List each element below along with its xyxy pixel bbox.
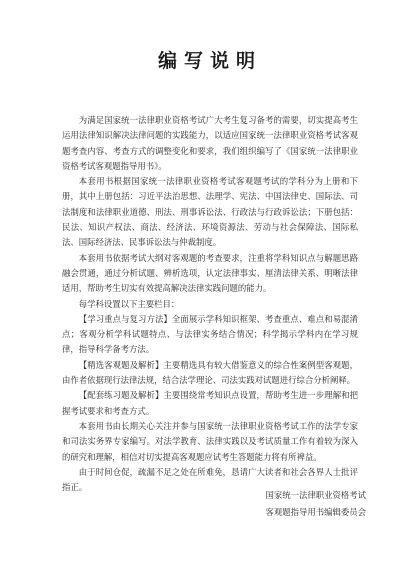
paragraph-sections-intro: 每学科设置以下主要栏目： xyxy=(78,298,180,309)
document-body xyxy=(62,113,358,495)
paragraph-section-practice: 【配套练习题及解析】主要围绕常考知识点设置，帮助考生进一步理解和把握考试要求和考查方式。 xyxy=(62,390,358,416)
paragraph-volumes: 本套用书根据国家统一法律职业资格考试客观题考试的学科分为上册和下册，其中上册包括：习近平法治思想、法理学、宪法、中国法律史、国际法、司法制度和法律职业道德、刑法、刑事诉讼法、行政法与行政诉讼法；下册包括：民法、知识产权法、商法、经济法、环境资源法、劳动与社会保障法、国际私法、国际经济法、民事诉讼法与仲裁制度。 xyxy=(62,176,358,248)
paragraph-authors: 本套用书由长期关心关注并参与国家统一法律职业资格考试工作的法学专家和司法实务界专家编写。对法学教育、法律实践以及考试质量工作有着较为深入的研究和理解，相信对切实提高客观题应试考生答题能力将有所裨益。 xyxy=(62,420,358,462)
paragraph-intro: 为满足国家统一法律职业资格考试广大考生复习备考的需要，切实提高考生运用法律知识解决法律问题的实践能力，以适应国家统一法律职业资格考试客观题考查内容、考查方式的调整变化和要求，我们组织编写了《国家统一法律职业资格考试客观题指导用书》。 xyxy=(62,115,358,171)
page-title: 编写说明 xyxy=(157,50,262,72)
paragraph-approach: 本套用书依据考试大纲对客观题的考查要求，注重将学科知识点与解题思路融会贯通，通过分析试题、辨析选项，认定法律事实、厘清法律关系、明晰法律适用，帮助考生切实有效提高解决法律实践问题的能力。 xyxy=(62,252,358,294)
paragraph-section-selected-questions: 【精选客观题及解析】主要精选具有较大借鉴意义的综合性案例型客观题，由作者依据现行法律法规，结合法学理论、司法实践对试题进行综合分析阐释。 xyxy=(62,359,358,386)
signature-line-1: 国家统一法律职业资格考试 xyxy=(265,490,366,500)
paragraph-section-study-focus: 【学习重点与复习方法】全面展示学科知识框架、考查重点、难点和易混淆点；客观分析学科试题特点、与法律实务结合情况；科学揭示学科内在学习规律，指导科学备考方法。 xyxy=(62,313,358,355)
signature-block xyxy=(266,487,367,521)
paragraph-closing: 由于时间仓促，疏漏不足之处在所难免，恳请广大读者和社会各界人士批评指正。 xyxy=(62,466,358,493)
signature-line-2: 客观题指导用书编辑委员会 xyxy=(265,507,366,517)
